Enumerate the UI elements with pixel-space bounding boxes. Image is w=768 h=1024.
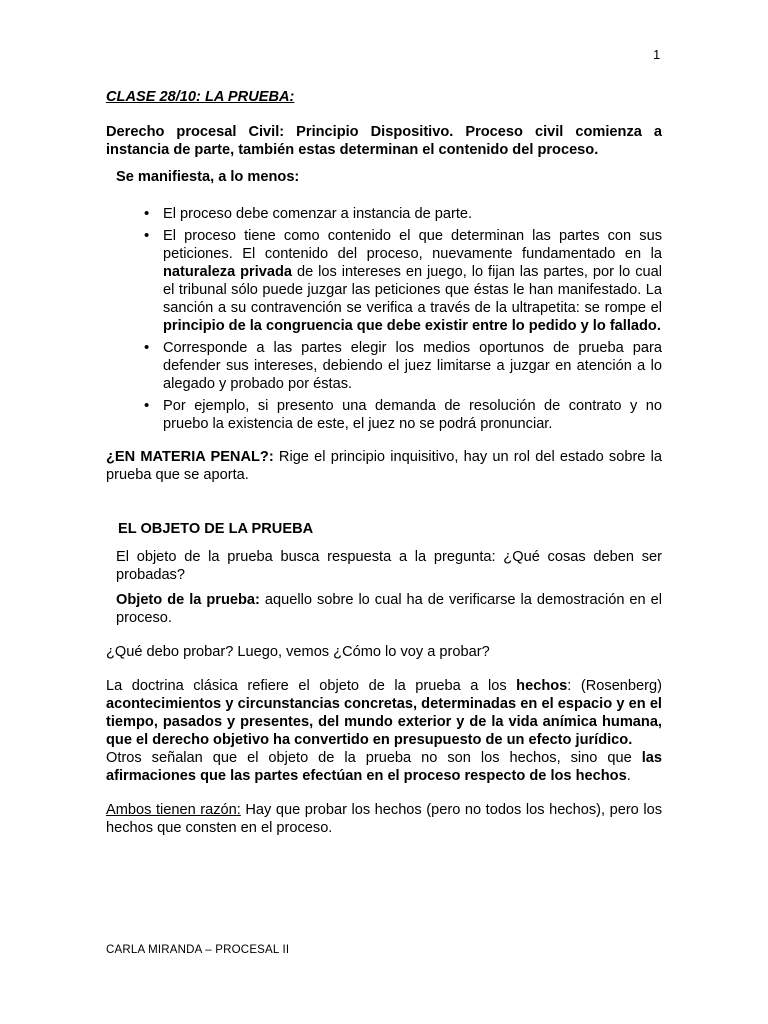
objeto-heading: EL OBJETO DE LA PRUEBA	[118, 521, 314, 537]
document-body	[106, 88, 662, 837]
bullet-icon: •	[144, 397, 150, 414]
page-footer: CARLA MIRANDA – PROCESAL II	[106, 944, 290, 956]
manifiesta-heading: Se manifiesta, a lo menos:	[116, 169, 300, 185]
bullet-icon: •	[144, 339, 150, 356]
objeto-definition: Objeto de la prueba: aquello sobre lo cual ha de verificarse la demostración en el proceso.	[116, 592, 663, 626]
principle-list	[106, 205, 662, 433]
question-paragraph: ¿Qué debo probar? Luego, vemos ¿Cómo lo voy a probar?	[106, 644, 490, 660]
page-number: 1	[653, 47, 661, 62]
list-item: • Corresponde a las partes elegir los medios oportunos de prueba para defender sus intereses, debiendo el juez limitarse a juzgar en atención a lo alegado y probado por éstas.	[144, 339, 662, 392]
doctrina-paragraph: La doctrina clásica refiere el objeto de la prueba a los hechos: (Rosenberg) acontecimientos y circunstancias concretas, determinadas en el espacio y en el tiempo, pasados y presentes, del mundo exterior y de la vida anímica humana, que el derecho objetivo ha convertido en presupuesto de un efecto jurídico. Otros señalan que el objeto de la prueba no son los hechos, sino que las afirmaciones que las partes efectúan en el proceso respecto de los hechos.	[106, 678, 662, 784]
objeto-paragraph: El objeto de la prueba busca respuesta a la pregunta: ¿Qué cosas deben ser probadas?	[116, 549, 662, 583]
page-title: CLASE 28/10: LA PRUEBA:	[106, 89, 295, 105]
bullet-icon: •	[144, 205, 150, 222]
penal-paragraph: ¿EN MATERIA PENAL?: Rige el principio inquisitivo, hay un rol del estado sobre la prueba que se aporta.	[106, 449, 662, 483]
list-item: • El proceso debe comenzar a instancia de parte.	[144, 205, 473, 222]
intro-paragraph: Derecho procesal Civil: Principio Dispositivo. Proceso civil comienza a instancia de parte, también estas determinan el contenido del proceso.	[106, 124, 662, 158]
bullet-icon: •	[144, 227, 150, 244]
list-item: • El proceso tiene como contenido el que determinan las partes con sus peticiones. El contenido del proceso, nuevamente fundamentado en la naturaleza privada de los intereses en juego, lo fijan las partes, por lo cual el tribunal sólo puede juzgar las peticiones que éstas le han manifestado. La sanción a su contravención se verifica a través de la ultrapetita: se rompe el principio de la congruencia que debe existir entre lo pedido y lo fallado.	[144, 227, 662, 334]
ambos-paragraph: Ambos tienen razón: Hay que probar los hechos (pero no todos los hechos), pero los hechos que consten en el proceso.	[106, 802, 662, 836]
list-item: • Por ejemplo, si presento una demanda de resolución de contrato y no pruebo la existencia de este, el juez no se podrá pronunciar.	[144, 397, 662, 432]
